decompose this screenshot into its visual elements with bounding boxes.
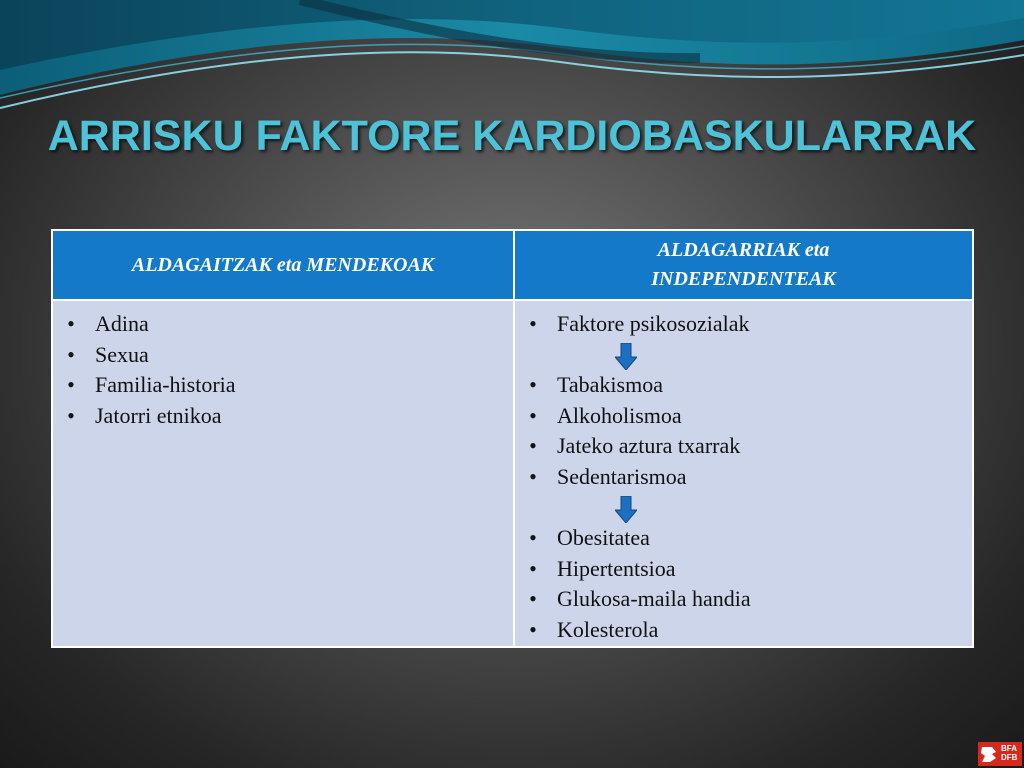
list-item <box>523 370 972 401</box>
list-item <box>61 340 513 371</box>
table-body-row <box>52 300 973 647</box>
item-label: Sedentarismoa <box>557 463 687 489</box>
down-arrow-icon <box>615 496 637 523</box>
bullet-icon: • <box>67 372 75 398</box>
list-item <box>523 554 972 585</box>
list-item <box>61 309 513 340</box>
item-label: Familia-historia <box>95 372 236 398</box>
bullet-icon: • <box>529 402 537 428</box>
bullet-icon: • <box>529 525 537 551</box>
slide-title: ARRISKU FAKTORE KARDIOBASKULARRAK <box>47 112 977 160</box>
list-item <box>523 615 972 646</box>
list-item <box>523 401 972 432</box>
item-label: Faktore psikosozialak <box>557 311 750 336</box>
bullet-icon: • <box>529 463 537 489</box>
list-item <box>523 462 972 493</box>
modifiable-cell <box>514 300 973 647</box>
item-label: Alkoholismoa <box>557 402 682 428</box>
bullet-icon: • <box>529 616 537 642</box>
item-label: Kolesterola <box>557 616 659 642</box>
table-header-row <box>52 230 973 300</box>
down-arrow-icon <box>615 343 637 370</box>
item-label: Jateko aztura txarrak <box>557 433 741 459</box>
list-item <box>523 309 972 340</box>
bullet-icon: • <box>529 586 537 612</box>
logo-line-2: DFB <box>1001 753 1018 762</box>
item-label: Sexua <box>95 341 149 367</box>
modifiable-list <box>515 309 972 646</box>
list-item <box>61 370 513 401</box>
bullet-icon: • <box>67 341 75 367</box>
bullet-icon: • <box>529 372 537 398</box>
item-label: Adina <box>95 311 149 336</box>
non-modifiable-list <box>53 309 513 431</box>
bullet-icon: • <box>67 311 75 336</box>
list-item <box>61 401 513 432</box>
arrow-row <box>523 493 972 524</box>
bullet-icon: • <box>529 433 537 459</box>
decorative-waves <box>0 0 1024 120</box>
list-item <box>523 523 972 554</box>
item-label: Hipertentsioa <box>557 555 676 581</box>
list-item <box>523 431 972 462</box>
item-label: Glukosa-maila handia <box>557 586 751 612</box>
header-non-modifiable: ALDAGAITZAK eta MENDEKOAK <box>52 230 514 300</box>
item-label: Obesitatea <box>557 525 650 551</box>
logo-text <box>1001 744 1017 762</box>
list-item <box>523 584 972 615</box>
bullet-icon: • <box>529 555 537 581</box>
item-label: Jatorri etnikoa <box>95 402 222 428</box>
bullet-icon: • <box>529 311 537 336</box>
non-modifiable-cell <box>52 300 514 647</box>
header-modifiable: ALDAGARRIAK eta INDEPENDENTEAK <box>514 230 973 300</box>
risk-factors-table <box>51 229 974 648</box>
arrow-row <box>523 340 972 371</box>
bullet-icon: • <box>67 402 75 428</box>
logo-line-1: BFA <box>1001 744 1017 753</box>
item-label: Tabakismoa <box>557 372 663 398</box>
